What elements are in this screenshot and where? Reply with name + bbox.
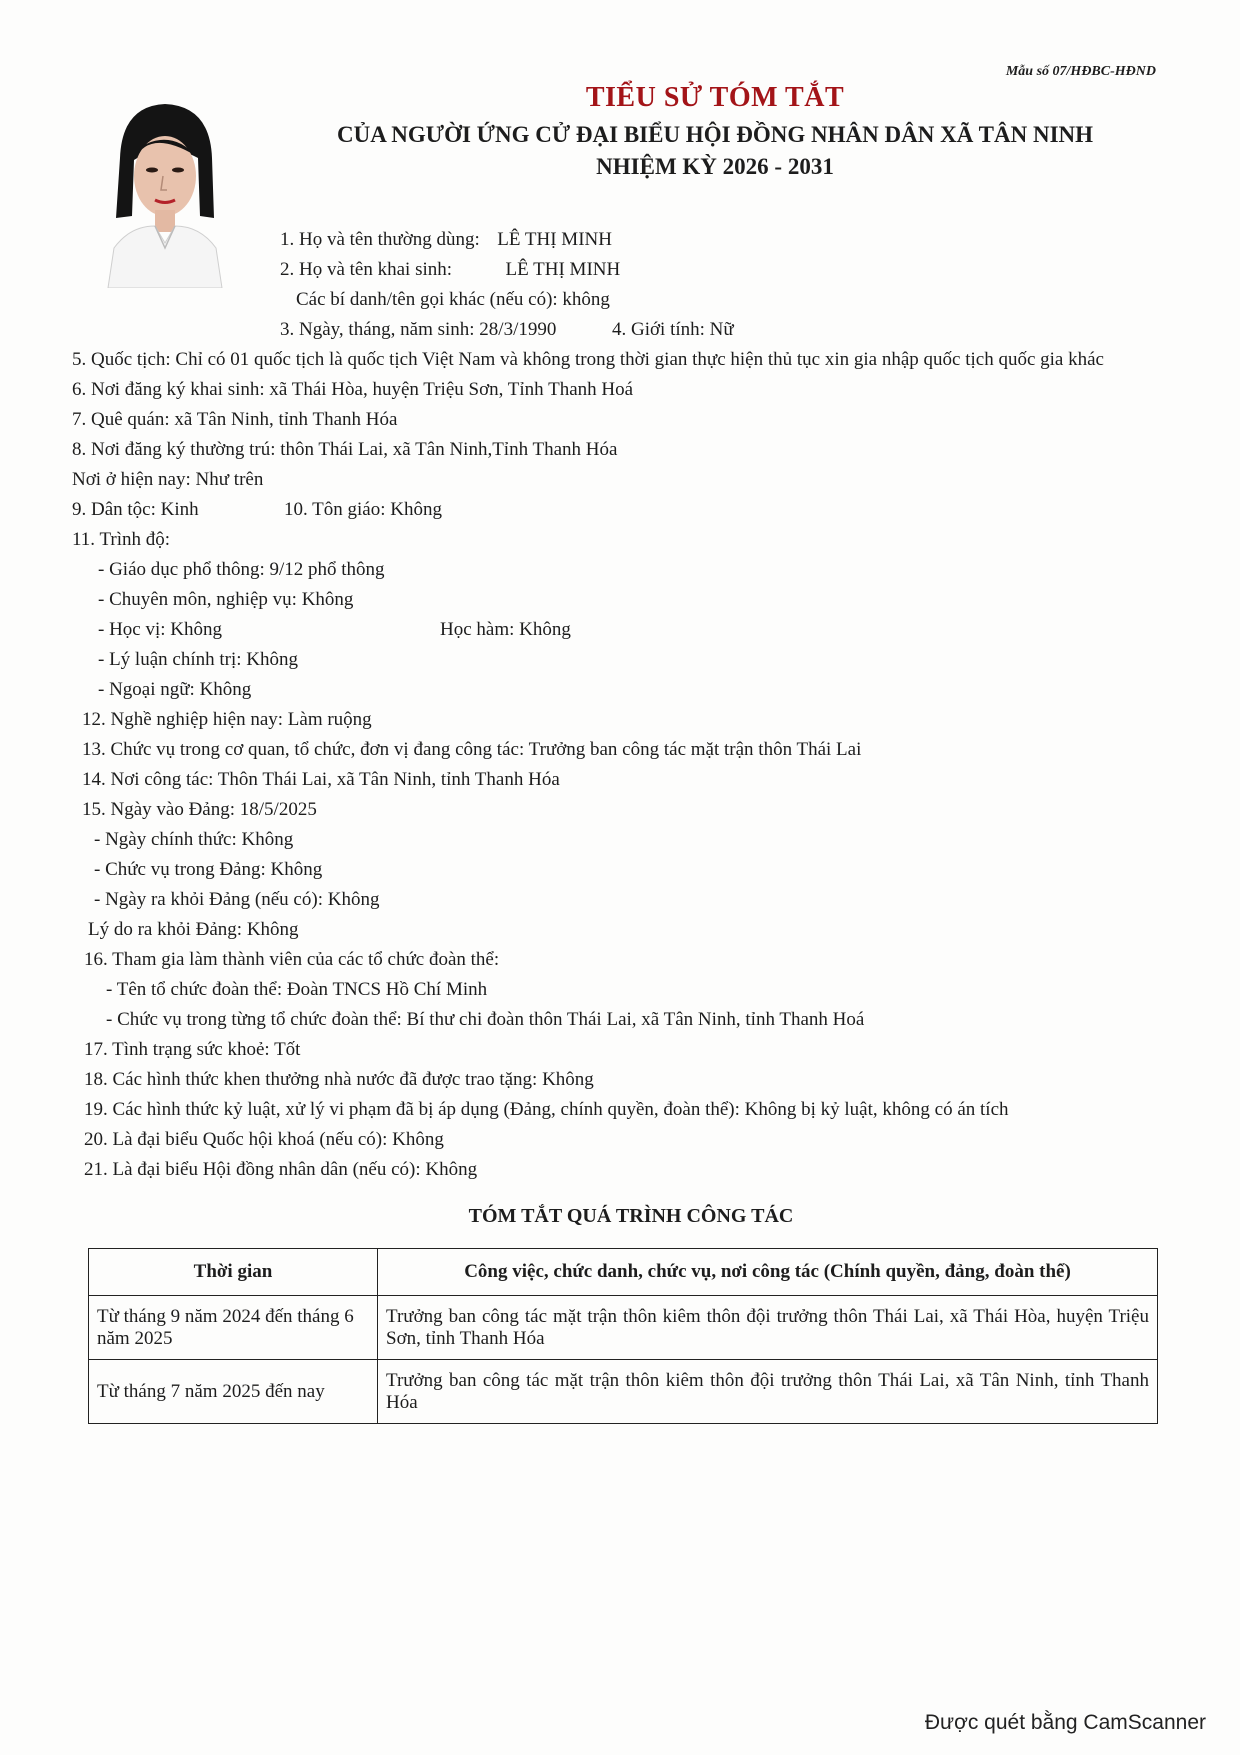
field-foreign-language: - Ngoại ngữ: Không [98, 679, 252, 700]
field-organization-name: - Tên tổ chức đoàn thể: Đoàn TNCS Hồ Chí Minh [106, 979, 488, 1000]
field-organization-role: - Chức vụ trong từng tổ chức đoàn thể: Bí thư chi đoàn thôn Thái Lai, xã Tân Ninh, tỉnh Thanh Hoá [106, 1009, 865, 1030]
field-nationality: 5. Quốc tịch: Chỉ có 01 quốc tịch là quốc tịch Việt Nam và không trong thời gian thực hiện thủ tục xin gia nhập quốc tịch quốc gia khác [72, 349, 1104, 370]
field-organizations: 16. Tham gia làm thành viên của các tổ chức đoàn thể: [84, 949, 500, 970]
field-common-name [280, 228, 612, 252]
table-cell-description: Trưởng ban công tác mặt trận thôn kiêm thôn đội trưởng thôn Thái Lai, xã Tân Ninh, tỉnh Thanh Hóa [378, 1360, 1158, 1424]
field-peoples-council: 21. Là đại biểu Hội đồng nhân dân (nếu có): Không [84, 1159, 478, 1180]
field-hometown: 7. Quê quán: xã Tân Ninh, tỉnh Thanh Hóa [72, 409, 398, 430]
table-cell-description: Trưởng ban công tác mặt trận thôn kiêm thôn đội trưởng thôn Thái Lai, xã Thái Hòa, huyện Triệu Sơn, tỉnh Thanh Hóa [378, 1296, 1158, 1360]
field-academic-title: Học hàm: Không [440, 619, 571, 640]
field-party-join-date: 15. Ngày vào Đảng: 18/5/2025 [82, 799, 317, 820]
field-degree: - Học vị: Không [98, 619, 223, 640]
field-party-leave-reason: Lý do ra khỏi Đảng: Không [88, 919, 299, 940]
field-party-position: - Chức vụ trong Đảng: Không [94, 859, 323, 880]
field-birth-name [280, 258, 620, 282]
field-position: 13. Chức vụ trong cơ quan, tổ chức, đơn vị đang công tác: Trưởng ban công tác mặt trận thôn Thái Lai [82, 739, 862, 760]
form-code: Mẫu số 07/HĐBC-HĐND [1005, 64, 1156, 79]
table-cell-time: Từ tháng 7 năm 2025 đến nay [89, 1360, 378, 1424]
field-awards: 18. Các hình thức khen thưởng nhà nước đã được trao tặng: Không [84, 1069, 594, 1090]
table-cell-time: Từ tháng 9 năm 2024 đến tháng 6 năm 2025 [89, 1296, 378, 1360]
field-gender: 4. Giới tính: Nữ [612, 319, 734, 340]
field-common-name-label: 1. Họ và tên thường dùng: [280, 229, 480, 250]
table-row [89, 1296, 1158, 1360]
document-subtitle: CỦA NGƯỜI ỨNG CỬ ĐẠI BIỂU HỘI ĐỒNG NHÂN DÂN XÃ TÂN NINH [336, 122, 1094, 147]
field-party-official-date: - Ngày chính thức: Không [94, 829, 294, 850]
field-ethnicity: 9. Dân tộc: Kinh [72, 499, 199, 520]
table-header-time: Thời gian [89, 1249, 378, 1296]
field-professional-skill: - Chuyên môn, nghiệp vụ: Không [98, 589, 354, 610]
table-row [89, 1360, 1158, 1424]
field-birth-name-value: LÊ THỊ MINH [505, 259, 621, 280]
scanner-watermark: Được quét bằng CamScanner [924, 1711, 1206, 1734]
field-health: 17. Tình trạng sức khoẻ: Tốt [84, 1039, 301, 1060]
work-history-table [88, 1248, 1158, 1424]
field-party-leave-date: - Ngày ra khỏi Đảng (nếu có): Không [94, 889, 380, 910]
field-birth-registration: 6. Nơi đăng ký khai sinh: xã Thái Hòa, huyện Triệu Sơn, Tỉnh Thanh Hoá [72, 379, 634, 400]
field-birth-name-label: 2. Họ và tên khai sinh: [280, 259, 453, 280]
field-national-assembly: 20. Là đại biểu Quốc hội khoá (nếu có): Không [84, 1129, 444, 1150]
field-alias: Các bí danh/tên gọi khác (nếu có): không [296, 289, 610, 310]
table-header-row [89, 1249, 1158, 1296]
table-header-description: Công việc, chức danh, chức vụ, nơi công tác (Chính quyền, đảng, đoàn thể) [378, 1249, 1158, 1296]
field-current-residence: Nơi ở hiện nay: Như trên [72, 469, 264, 490]
work-history-title: TÓM TẮT QUÁ TRÌNH CÔNG TÁC [468, 1205, 794, 1227]
document-title-block [300, 82, 1130, 180]
portrait-photo [100, 98, 230, 288]
field-discipline: 19. Các hình thức kỷ luật, xử lý vi phạm đã bị áp dụng (Đảng, chính quyền, đoàn thể): Không bị kỷ luật, không có án tích [84, 1099, 1009, 1120]
field-political-theory: - Lý luận chính trị: Không [98, 649, 298, 670]
field-permanent-residence: 8. Nơi đăng ký thường trú: thôn Thái Lai, xã Tân Ninh,Tỉnh Thanh Hóa [72, 439, 618, 460]
field-occupation: 12. Nghề nghiệp hiện nay: Làm ruộng [82, 709, 372, 730]
field-general-education: - Giáo dục phổ thông: 9/12 phổ thông [98, 559, 385, 580]
field-workplace: 14. Nơi công tác: Thôn Thái Lai, xã Tân Ninh, tỉnh Thanh Hóa [82, 769, 560, 790]
field-education: 11. Trình độ: [72, 529, 171, 550]
field-religion: 10. Tôn giáo: Không [284, 499, 442, 520]
field-birth-date: 3. Ngày, tháng, năm sinh: 28/3/1990 [280, 319, 557, 340]
document-title: TIỂU SỬ TÓM TẮT [585, 82, 845, 113]
field-common-name-value: LÊ THỊ MINH [497, 229, 612, 250]
document-term: NHIỆM KỲ 2026 - 2031 [596, 154, 834, 179]
